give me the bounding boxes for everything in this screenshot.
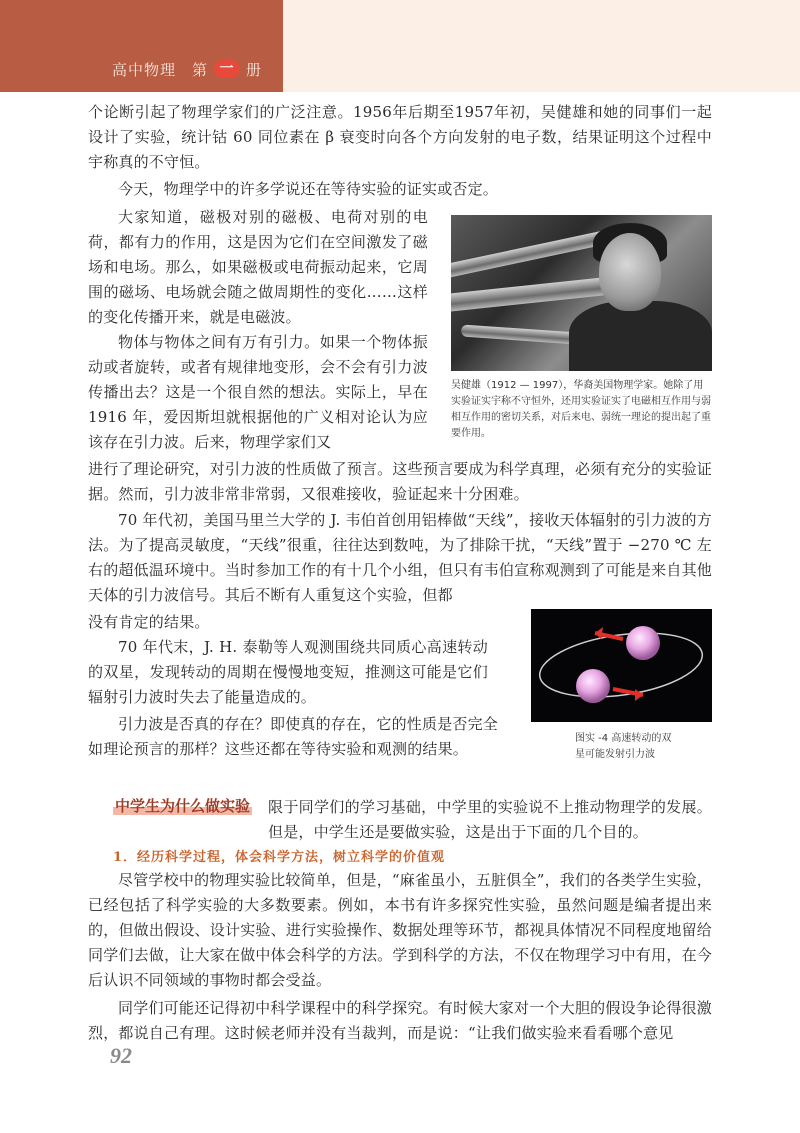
volume-badge: 一 <box>214 60 240 78</box>
star-lower <box>576 669 610 703</box>
person-face <box>599 233 661 311</box>
volume-prefix: 第 <box>192 60 209 79</box>
volume-suffix: 册 <box>246 60 263 79</box>
person-body <box>569 301 712 371</box>
binary-star-svg <box>531 609 712 722</box>
paragraph-question: 引力波是否真的存在？即使真的存在，它的性质是否完全如理论预言的那样？这些还都在等待实验和观测的结果。 <box>88 715 499 758</box>
photo-caption: 吴健雄（1912 — 1997），华裔美国物理学家。她除了用实验证实宇称不守恒外，还用实验证实了电磁相互作用与弱相互作用的密切关系，对后来电、弱统一理论的提出起了重要作用。 <box>451 380 711 439</box>
arrow-lower-head <box>635 689 643 701</box>
paragraph-elements: 尽管学校中的物理实验比较简单，但是，“麻雀虽小，五脏俱全”，我们的各类学生实验，已经包括了科学实验的大多数要素。例如，本书有许多探究性实验，虽然问题是编者提出来的，但做出假设、设计实验、进行实验操作、数据处理等环节，都视具体情况不同程度地留给同学们去做，让大家在做中体会科学的方法。学到科学的方法，不仅在物理学习中有用，在今后认识不同领域的事物时都会受益。 <box>88 871 712 989</box>
binary-star-caption-line2: 星可能发射引力波 <box>575 749 655 760</box>
binary-star-figure <box>531 609 712 722</box>
header-band-right <box>283 0 800 92</box>
page-header <box>0 0 800 92</box>
paragraph-electromagnetic: 大家知道，磁极对别的磁极、电荷对别的电荷，都有力的作用，这是因为它们在空间激发了磁场和电场。那么，如果磁极或电荷振动起来，它周围的磁场、电场就会随之做周期性的变化……这样的变化传播开来，就是电磁波。 <box>88 208 428 326</box>
binary-star-caption-line1: 图实 -4 高速转动的双 <box>575 733 672 744</box>
book-title: 高中物理 <box>112 60 177 79</box>
section-heading: 中学生为什么做实验 <box>115 797 251 815</box>
paragraph-gravitation: 物体与物体之间有万有引力。如果一个物体振动或者旋转，或者有规律地变形，会不会有引力波传播出去？这是一个很自然的想法。实际上，早在 1916 年，爱因斯坦就根据他的广义相对论认为应该存在引力波。后来，物理学家们又 <box>88 333 428 451</box>
orbit-path <box>536 624 707 706</box>
section-subheading: 1．经历科学过程，体会科学方法，树立科学的价值观 <box>113 850 446 865</box>
star-upper <box>626 626 660 660</box>
paragraph-gravitation-cont: 进行了理论研究，对引力波的性质做了预言。这些预言要成为科学真理，必须有充分的实验证据。然而，引力波非常非常弱，又很难接收，验证起来十分困难。 <box>88 460 712 503</box>
paragraph-weber-cont: 没有肯定的结果。 <box>88 613 210 631</box>
section-intro <box>268 795 712 845</box>
header-title <box>112 58 262 80</box>
binary-star-caption <box>575 731 715 763</box>
section-intro-text: 限于同学们的学习基础，中学里的实验说不上推动物理学的发展。但是，中学生还是要做实验，这是出于下面的几个目的。 <box>268 798 712 841</box>
page-number: 92 <box>110 1043 132 1068</box>
paragraph-parity: 个论断引起了物理学家们的广泛注意。1956年后期至1957年初，吴健雄和她的同事们一起设计了实验，统计钴 60 同位素在 β 衰变时向各个方向发射的电子数，结果证明这个过程中宇称真的不守恒。 <box>88 103 712 171</box>
wu-chien-shiung-photo <box>451 215 712 371</box>
paragraph-taylor: 70 年代末，J. H. 泰勒等人观测围绕共同质心高速转动的双星，发现转动的周期在慢慢地变短，推测这可能是它们辐射引力波时失去了能量造成的。 <box>88 638 488 706</box>
paragraph-today: 今天，物理学中的许多学说还在等待实验的证实或否定。 <box>118 180 499 198</box>
paragraph-weber: 70 年代初，美国马里兰大学的 J. 韦伯首创用铝棒做“天线”，接收天体辐射的引力波的方法。为了提高灵敏度，“天线”很重，往往达到数吨，为了排除干扰，“天线”置于 −270 ℃ 左右的超低温环境中。当时参加工作的有十几个小组，但只有韦伯宣称观测到了可能是来自其他天体的引力波信号。其后不断有人重复这个实验，但都 <box>88 511 712 604</box>
paragraph-inquiry: 同学们可能还记得初中科学课程中的科学探究。有时候大家对一个大胆的假设争论得很激烈，都说自己有理。这时候老师并没有当裁判，而是说：“让我们做实验来看看哪个意见 <box>88 999 712 1042</box>
